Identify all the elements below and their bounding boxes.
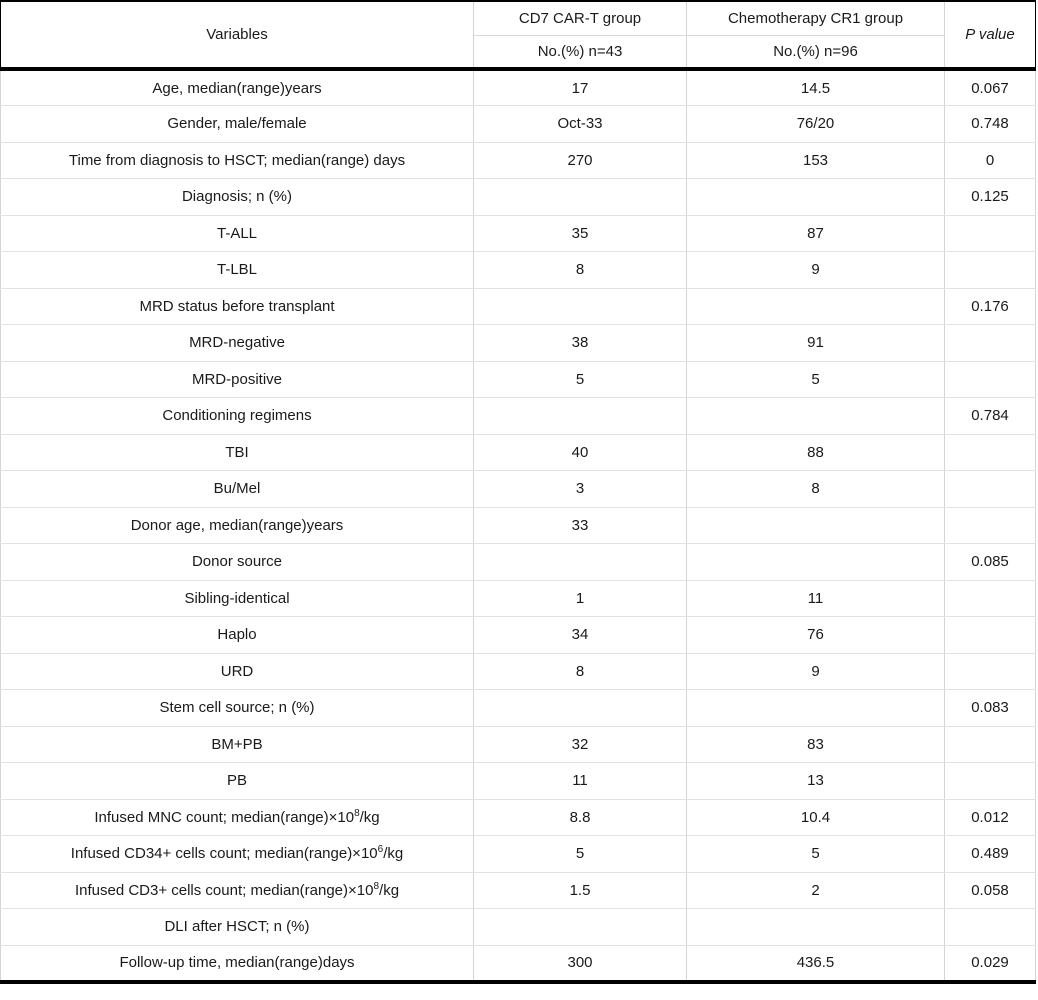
pvalue-cell: 0.029 [945,945,1036,982]
pvalue-cell: 0.489 [945,836,1036,873]
pvalue-header: P value [945,1,1036,69]
table-row [1,288,1036,325]
chemo-value-cell: 88 [687,434,945,471]
chemo-value-cell: 11 [687,580,945,617]
table-row [1,872,1036,909]
cart-value-cell: 1 [474,580,687,617]
cart-group-header: CD7 CAR-T group [474,1,687,35]
chemo-value-cell: 76/20 [687,106,945,143]
variable-cell: Haplo [1,617,474,654]
variable-cell: PB [1,763,474,800]
pvalue-cell [945,215,1036,252]
pvalue-cell [945,909,1036,946]
chemo-value-cell [687,690,945,727]
variable-cell: Infused CD34+ cells count; $median(range)\times 10^6/kg$ [1,836,474,873]
table-row [1,69,1036,106]
cart-value-cell: 40 [474,434,687,471]
cart-value-cell [474,909,687,946]
chemo-value-cell: 13 [687,763,945,800]
table-row [1,763,1036,800]
table-row [1,215,1036,252]
table-row [1,690,1036,727]
table-row [1,799,1036,836]
variable-cell: Infused CD3+ cells count; $median(range)\times 10^8/kg$ [1,872,474,909]
cart-value-cell [474,544,687,581]
cart-value-cell: 35 [474,215,687,252]
table-row [1,361,1036,398]
chemo-value-cell [687,179,945,216]
variable-cell: DLI after HSCT; n (%) [1,909,474,946]
pvalue-cell [945,580,1036,617]
header-row-groups [1,1,1036,35]
pvalue-cell [945,434,1036,471]
chemo-value-cell: 436.5 [687,945,945,982]
pvalue-cell [945,325,1036,362]
chemo-value-cell [687,398,945,435]
chemo-value-cell: 8 [687,471,945,508]
cart-value-cell [474,179,687,216]
table-row [1,471,1036,508]
cart-value-cell: 33 [474,507,687,544]
variable-cell: Sibling-identical [1,580,474,617]
variable-cell: Age, median(range)years [1,69,474,106]
cart-value-cell: 5 [474,836,687,873]
cart-value-cell: 32 [474,726,687,763]
table-row [1,434,1036,471]
pvalue-cell [945,507,1036,544]
variable-cell: Conditioning regimens [1,398,474,435]
chemo-value-cell [687,909,945,946]
variable-cell: TBI [1,434,474,471]
variable-cell: T-LBL [1,252,474,289]
cart-value-cell [474,398,687,435]
variable-cell: MRD-negative [1,325,474,362]
cart-value-cell: 8.8 [474,799,687,836]
chemo-value-cell: 9 [687,252,945,289]
table-row [1,507,1036,544]
table-row [1,617,1036,654]
pvalue-cell: 0.083 [945,690,1036,727]
cart-value-cell: 270 [474,142,687,179]
chemo-value-cell [687,544,945,581]
pvalue-cell: 0.012 [945,799,1036,836]
chemo-value-cell: 9 [687,653,945,690]
chemo-value-cell: 5 [687,361,945,398]
cart-value-cell: 34 [474,617,687,654]
variable-cell: MRD status before transplant [1,288,474,325]
pvalue-cell: 0.125 [945,179,1036,216]
variable-cell: Infused MNC count; $median(range)\times 10^8/kg$ [1,799,474,836]
variable-cell: Follow-up time, median(range)days [1,945,474,982]
pvalue-cell: 0.058 [945,872,1036,909]
pvalue-cell: 0.176 [945,288,1036,325]
cart-value-cell: 38 [474,325,687,362]
cart-value-cell: 8 [474,252,687,289]
pvalue-cell: 0.085 [945,544,1036,581]
table-row [1,580,1036,617]
pvalue-cell [945,361,1036,398]
table-row [1,909,1036,946]
variable-cell: Diagnosis; n (%) [1,179,474,216]
chemo-group-header: Chemotherapy CR1 group [687,1,945,35]
pvalue-cell [945,252,1036,289]
pvalue-cell: 0.067 [945,69,1036,106]
cart-group-subheader: No.(%) n=43 [474,35,687,69]
cart-value-cell: 300 [474,945,687,982]
table-row [1,836,1036,873]
table-body [1,69,1036,982]
cart-value-cell: 1.5 [474,872,687,909]
cart-value-cell: 5 [474,361,687,398]
chemo-value-cell: 153 [687,142,945,179]
table-row [1,653,1036,690]
superscript: 8 [354,807,360,819]
table-row [1,325,1036,362]
variable-cell: BM+PB [1,726,474,763]
table-row [1,252,1036,289]
variable-cell: Stem cell source; n (%) [1,690,474,727]
cart-value-cell: 11 [474,763,687,800]
variable-cell: URD [1,653,474,690]
variable-cell: T-ALL [1,215,474,252]
cart-value-cell [474,288,687,325]
variable-cell: Time from diagnosis to HSCT; median(range) days [1,142,474,179]
pvalue-cell: 0.748 [945,106,1036,143]
table-row [1,179,1036,216]
variable-cell: Donor age, median(range)years [1,507,474,544]
pvalue-cell [945,653,1036,690]
pvalue-cell [945,617,1036,654]
variables-header: Variables [1,1,474,69]
cart-value-cell: 3 [474,471,687,508]
superscript: 8 [373,880,380,892]
chemo-group-subheader: No.(%) n=96 [687,35,945,69]
superscript: 6 [377,844,384,856]
table-row [1,106,1036,143]
table-row [1,945,1036,982]
chemo-value-cell: 10.4 [687,799,945,836]
variable-cell: MRD-positive [1,361,474,398]
pvalue-cell: 0 [945,142,1036,179]
chemo-value-cell: 91 [687,325,945,362]
variable-cell: Bu/Mel [1,471,474,508]
variable-cell: Gender, male/female [1,106,474,143]
chemo-value-cell [687,507,945,544]
chemo-value-cell: 76 [687,617,945,654]
chemo-value-cell: 5 [687,836,945,873]
chemo-value-cell: 83 [687,726,945,763]
table-row [1,142,1036,179]
chemo-value-cell: 2 [687,872,945,909]
chemo-value-cell: 87 [687,215,945,252]
cart-value-cell: 17 [474,69,687,106]
pvalue-cell: 0.784 [945,398,1036,435]
cart-value-cell: 8 [474,653,687,690]
chemo-value-cell: 14.5 [687,69,945,106]
table-row [1,544,1036,581]
pvalue-cell [945,471,1036,508]
table-row [1,726,1036,763]
pvalue-cell [945,726,1036,763]
variable-cell: Donor source [1,544,474,581]
cart-value-cell: Oct-33 [474,106,687,143]
table-header [1,1,1036,69]
chemo-value-cell [687,288,945,325]
pvalue-cell [945,763,1036,800]
cart-value-cell [474,690,687,727]
table-row [1,398,1036,435]
